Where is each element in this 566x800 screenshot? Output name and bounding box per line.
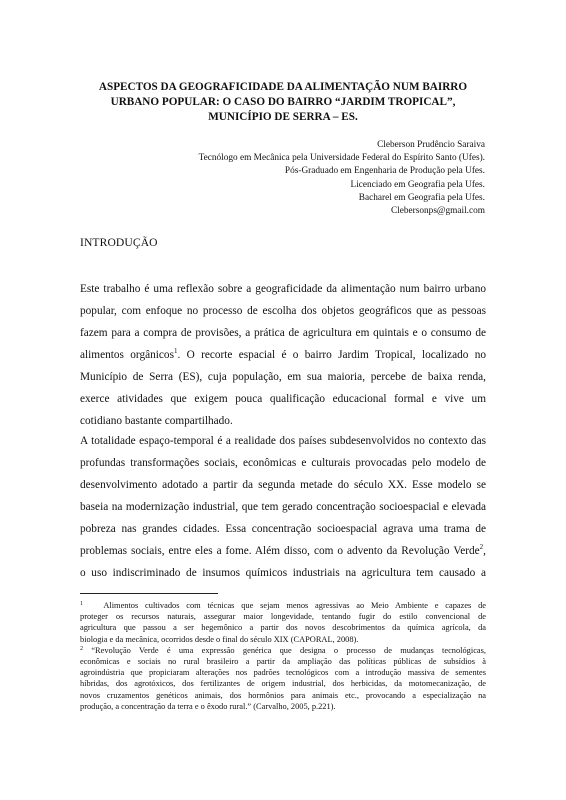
paragraph-line: desenvolvimento adotado a partir da segunda metade do século XX. Esse modelo se [80,479,486,491]
footnote-text: “Revolução Verde é uma expressão genérica que designa o processo de mudanças tecnológicas, [91,645,486,655]
paragraph-1 [80,278,486,432]
footnote-1 [80,600,486,611]
footnote-line: novos cruzamentos genéticos animais, dos hormônios para animais etc., provocando a especialização na [80,690,486,700]
footnote-ref-1[interactable]: 1 [173,347,178,355]
author-email: Clebersonps@gmail.com [390,206,485,217]
footnote-line: produção, a concentração da terra e o êxodo rural.” (Carvalho, 2005, p.221). [80,701,336,711]
title-line: ASPECTOS DA GEOGRAFICIDADE DA ALIMENTAÇÃO NUM BAIRRO [98,81,468,93]
paragraph-line: fazem para a compra de provisões, a prática de agricultura em quintais e o consumo de [80,327,486,339]
author-block [150,139,485,218]
paragraph-line: baseia na modernização industrial, que tem gerado concentração socioespacial e elevada [80,501,486,513]
section-heading: INTRODUÇÃO [80,236,158,249]
title-line: URBANO POPULAR: O CASO DO BAIRRO “JARDIM TROPICAL”, [110,96,456,108]
paragraph-line: A totalidade espaço-temporal é a realidade dos países subdesenvolvidos no contexto das [80,435,486,447]
paragraph-line: profundas transformações sociais, econômicas e culturais provocadas pelo modelo de [80,457,486,469]
paragraph-line: pobreza nas grandes cidades. Essa concentração socioespacial agrava uma trama de [80,523,486,535]
footnote-line: agroindústria que propiciaram alterações nos padrões tecnológicos com a introdução massiva de sementes [80,668,486,678]
paragraph-2 [80,430,486,584]
author-credential: Bacharel em Geografia pela Ufes. [358,192,485,203]
paragraph-line: Município de Serra (ES), cuja população, em sua maioria, percebe de baixa renda, [80,371,486,383]
paragraph-line: Este trabalho é uma reflexão sobre a geograficidade da alimentação num bairro urbano [80,283,486,295]
title-line: MUNICÍPIO DE SERRA – ES. [208,111,358,123]
author-credential: Licenciado em Geografia pela Ufes. [350,179,485,190]
paragraph-line [80,540,486,562]
footnote-line: agricultura que passou a ser hegemônico a partir dos novos descobrimentos da química agrícola, da [80,623,486,633]
author-name: Cleberson Prudêncio Saraiva [377,140,485,150]
author-credential: Pós-Graduado em Engenharia de Produção pela Ufes. [284,166,485,177]
footnote-ref-2[interactable]: 2 [479,543,484,551]
line-text: . O recorte espacial é o bairro Jardim Tropical, localizado no [177,349,486,361]
footnote-line: híbridas, dos agrotóxicos, dos fertilizantes de origem industrial, dos herbicidas, da motomecanização, de [80,679,486,689]
paragraph-line: cotidiano bastante compartilhado. [80,415,233,427]
footnote-line: biologia e da mecânica, ocorridos desde o final do século XIX (CAPORAL, 2008). [80,634,359,644]
footnote-line: proteger os recursos naturais, assegurar maior longevidade, tentando fugir do estilo convencional de [80,612,486,622]
paragraph-line: exerce atividades que exigem pouca qualificação educacional formal e vive um [80,393,486,405]
footnote-line: econômicas e sociais no rural brasileiro a partir da ampliação das políticas públicas de subsídios à [80,656,486,666]
footnote-marker: 2 [80,645,83,652]
footnote-2 [80,645,486,656]
paragraph-line: popular, com enfoque no processo de escolha dos objetos geográficos que as pessoas [80,305,486,317]
line-text: problemas sociais, entre eles a fome. Além disso, com o advento da Revolução Verde [80,545,480,557]
paragraph-line: o uso indiscriminado de insumos químicos industriais na agricultura tem causado a [80,567,486,579]
footnote-text: Alimentos cultivados com técnicas que sejam menos agressivas ao Meio Ambiente e capazes de [103,601,486,610]
paragraph-line [80,344,486,366]
author-credential: Tecnólogo em Mecânica pela Universidade Federal do Espírito Santo (Ufes). [198,153,485,164]
line-text: , [483,545,486,557]
footnotes [80,600,486,712]
line-text: alimentos orgânicos [80,349,174,361]
footnote-divider [80,593,218,594]
document-title [70,80,496,125]
footnote-marker: 1 [80,601,83,607]
